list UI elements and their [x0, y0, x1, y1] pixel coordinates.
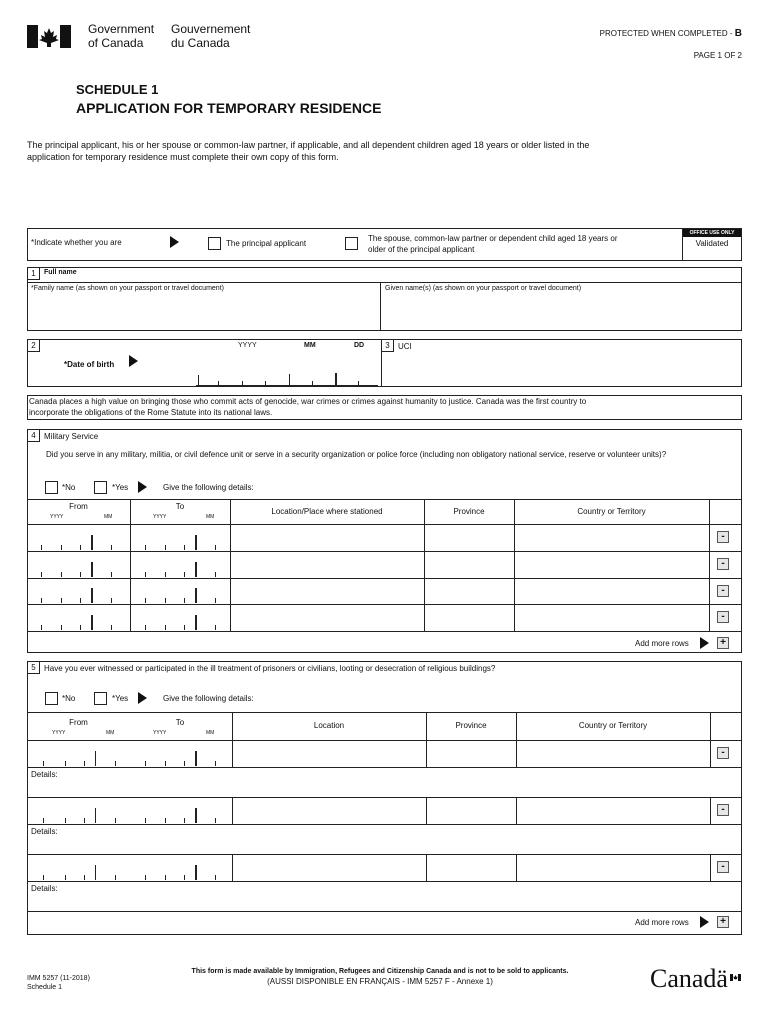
canada-wordmark: Canadä	[650, 964, 728, 993]
section-number: 2	[28, 340, 40, 352]
arrow-right-icon	[700, 916, 709, 928]
from-header: From	[69, 718, 88, 727]
schedule-title: SCHEDULE 1	[76, 82, 159, 97]
indicate-label: *Indicate whether you are	[31, 238, 122, 247]
ill-treatment-question: Have you ever witnessed or participated in the ill treatment of prisoners or civilians, looting or desecration of religious buildings?	[44, 664, 496, 673]
ill-treatment-yes-checkbox[interactable]	[94, 692, 107, 705]
from-header: From	[69, 502, 88, 511]
section-number: 3	[382, 340, 394, 352]
intro-text: The principal applicant, his or her spouse or common-law partner, if applicable, and all dependent children aged 18 years or older listed in the application for temporary residence must complete their own copy of this form.	[27, 140, 590, 162]
dob-mm-label: MM	[304, 342, 316, 349]
no-label: *No	[62, 483, 76, 492]
canada-flag-logo	[27, 25, 71, 48]
no-label: *No	[62, 694, 76, 703]
section-number: 1	[28, 268, 40, 280]
table-row[interactable]	[27, 552, 709, 578]
country-header: Country or Territory	[577, 507, 646, 516]
family-name-label: *Family name (as shown on your passport or travel document)	[31, 285, 224, 292]
to-header: To	[175, 718, 185, 727]
validated-label: Validated	[695, 239, 729, 248]
dob-dd-label: DD	[354, 342, 365, 349]
page-title: APPLICATION FOR TEMPORARY RESIDENCE	[76, 100, 382, 116]
arrow-right-icon	[129, 355, 138, 367]
table-row[interactable]	[27, 605, 709, 631]
yyyy-label: YYYY	[153, 730, 167, 736]
uci-input[interactable]	[384, 356, 739, 385]
dob-label: *Date of birth	[64, 360, 115, 369]
add-row-button[interactable]: +	[717, 916, 729, 928]
province-header: Province	[453, 507, 485, 516]
remove-row-button[interactable]: -	[717, 747, 729, 759]
add-more-rows-label: Add more rows	[635, 639, 689, 648]
family-name-input[interactable]	[29, 295, 378, 329]
mm-label: MM	[206, 514, 215, 520]
government-wordmark-en: Government of Canada	[88, 22, 155, 50]
given-name-input[interactable]	[383, 295, 740, 329]
remove-row-button[interactable]: -	[717, 861, 729, 873]
section-title: Military Service	[44, 432, 99, 441]
table-row[interactable]	[27, 855, 232, 881]
arrow-right-icon	[170, 236, 179, 248]
table-row[interactable]	[27, 525, 709, 551]
country-header: Country or Territory	[578, 721, 648, 730]
to-header: To	[175, 502, 185, 511]
footer-notice: This form is made available by Immigration, Refugees and Citizenship Canada and is not to be sold to applicants. (AUSSI DISPONIBLE EN FRANÇAIS - IMM 5257 F - Annexe 1)	[191, 968, 569, 986]
add-more-rows-label: Add more rows	[635, 918, 689, 927]
yes-label: *Yes	[112, 694, 129, 703]
add-row-button[interactable]: +	[717, 637, 729, 649]
table-row[interactable]	[27, 798, 232, 824]
details-label: Details:	[31, 884, 58, 893]
section-number: 5	[28, 662, 40, 674]
province-header: Province	[455, 721, 487, 730]
military-question: Did you serve in any military, militia, or civil defence unit or serve in a security organization or police force (including non obligatory national service, reserve or volunteer units)?	[46, 450, 667, 459]
section-number: 4	[28, 430, 40, 442]
yyyy-label: YYYY	[50, 514, 64, 520]
wordmark-flag-icon	[730, 968, 741, 975]
table-row[interactable]	[27, 741, 232, 767]
arrow-right-icon	[138, 481, 147, 493]
location-header: Location/Place where stationed	[271, 507, 383, 516]
give-details-label: Give the following details:	[163, 694, 254, 703]
remove-row-button[interactable]: -	[717, 585, 729, 597]
government-wordmark-fr: Gouvernement du Canada	[171, 22, 251, 50]
arrow-right-icon	[138, 692, 147, 704]
remove-row-button[interactable]: -	[717, 611, 729, 623]
remove-row-button[interactable]: -	[717, 804, 729, 816]
dob-input[interactable]	[196, 366, 378, 386]
yes-label: *Yes	[112, 483, 129, 492]
give-details-label: Give the following details:	[163, 483, 254, 492]
office-use-label: OFFICE USE ONLY	[683, 229, 741, 237]
details-label: Details:	[31, 770, 58, 779]
dependent-label: The spouse, common-law partner or dependent child aged 18 years or older of the principal applicant	[368, 234, 618, 254]
arrow-right-icon	[700, 637, 709, 649]
principal-applicant-checkbox[interactable]	[208, 237, 221, 250]
military-yes-checkbox[interactable]	[94, 481, 107, 494]
remove-row-button[interactable]: -	[717, 558, 729, 570]
section-title: Full name	[44, 269, 77, 276]
ill-treatment-no-checkbox[interactable]	[45, 692, 58, 705]
uci-label: UCI	[398, 342, 412, 351]
remove-row-button[interactable]: -	[717, 531, 729, 543]
protected-label: PROTECTED WHEN COMPLETED - B	[599, 28, 742, 39]
dependent-checkbox[interactable]	[345, 237, 358, 250]
location-header: Location	[313, 721, 345, 730]
notice-text: Canada places a high value on bringing those who commit acts of genocide, war crimes or crimes against humanity to justice. Canada was the first country to incorporate the obligations of the Rome Statute into its national laws.	[29, 397, 587, 417]
given-name-label: Given name(s) (as shown on your passport or travel document)	[385, 285, 582, 292]
mm-label: MM	[206, 730, 215, 736]
military-no-checkbox[interactable]	[45, 481, 58, 494]
form-id: IMM 5257 (11-2018) Schedule 1	[27, 975, 90, 991]
table-row[interactable]	[27, 579, 709, 604]
principal-applicant-label: The principal applicant	[226, 239, 307, 248]
page-number: PAGE 1 OF 2	[693, 51, 742, 60]
mm-label: MM	[106, 730, 115, 736]
yyyy-label: YYYY	[52, 730, 66, 736]
mm-label: MM	[104, 514, 113, 520]
yyyy-label: YYYY	[153, 514, 167, 520]
details-label: Details:	[31, 827, 58, 836]
dob-yyyy-label: YYYY	[238, 342, 257, 349]
